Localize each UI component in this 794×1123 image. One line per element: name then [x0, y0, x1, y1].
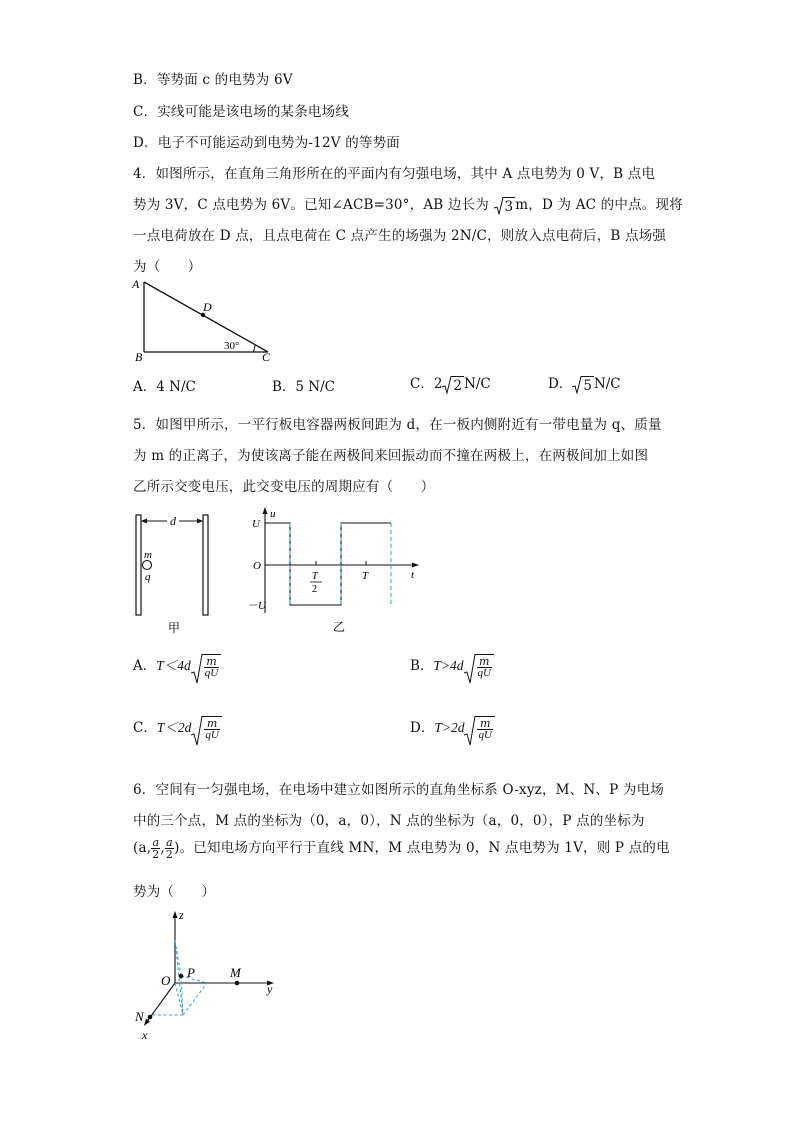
q5-stem-line2: 为 m 的正离子，为使该离子能在两极间来回振动而不撞在两极上，在两极间加上如图	[133, 448, 649, 464]
q3-option-c: C．实线可能是该电场的某条电场线	[133, 104, 350, 120]
label-M: M	[230, 965, 241, 980]
label-negU: －U	[247, 600, 266, 612]
label-b: B	[135, 350, 143, 364]
q3-option-b: B．等势面 c 的电势为 6V	[133, 72, 293, 88]
label-z: z	[179, 908, 184, 922]
q4-stem-line1: 4．如图所示，在直角三角形所在的平面内有匀强电场，其中 A 点电势为 0 V，B 点电	[133, 166, 656, 182]
q6-stem-line1: 6．空间有一匀强电场，在电场中建立如图所示的直角坐标系 O-xyz，M、N、P 为电场	[133, 782, 664, 798]
sqrt5: 5	[572, 376, 594, 394]
q4-option-a: A．4 N/C	[133, 379, 196, 395]
label-a: A	[132, 277, 140, 291]
label-c: C	[262, 350, 271, 364]
label-N: N	[135, 1009, 144, 1024]
q3-option-d: D．电子不可能运动到电势为-12V 的等势面	[133, 135, 401, 151]
q5-voltage-graph	[245, 505, 425, 640]
label-O: O	[161, 973, 171, 988]
label-angle: 30°	[224, 340, 240, 352]
label-u-axis: u	[270, 508, 276, 520]
label-T-half-num: T	[312, 571, 318, 582]
q5-option-d: D．T>2d $\frac{m}{qU}$	[410, 716, 495, 741]
label-U: U	[252, 518, 260, 530]
label-T-half-den: 2	[312, 584, 317, 595]
q4-stem-line2b: m，D 为 AC 的中点。现将	[515, 197, 683, 213]
caption-jia: 甲	[168, 621, 181, 635]
q4-option-b: B．5 N/C	[272, 379, 335, 395]
q5-option-c: C．T＜2d $\frac{m}{qU}$	[133, 716, 222, 741]
label-T: T	[362, 570, 369, 582]
label-d: d	[170, 514, 176, 528]
point-m-dot	[235, 981, 240, 986]
label-y: y	[267, 982, 273, 996]
q4-stem-line4: 为（ ）	[133, 259, 202, 275]
q6-stem-line4: 势为（ ）	[133, 884, 216, 900]
label-O: O	[253, 560, 261, 572]
label-P: P	[187, 965, 195, 980]
caption-yi: 乙	[333, 620, 346, 634]
label-q: q	[145, 571, 151, 583]
q4-stem-line2a: 势为 3V，C 点电势为 6V。已知∠ACB=30°，AB 边长为	[133, 197, 489, 213]
sqrt2: 2	[442, 376, 464, 394]
q4-triangle-figure	[125, 272, 285, 364]
point-n-dot	[148, 1015, 153, 1020]
label-m: m	[144, 549, 152, 561]
q4-option-d: D． 5 N/C	[548, 376, 621, 394]
q6-coordinate-figure	[125, 905, 295, 1045]
q6-stem-line3: (a, $\frac{a}{2}$ , $\frac{a}{2}$ )。已知电场方向平行于直线 MN，M 点电势为 0，N 点电势为 1V，则 P 点的电	[133, 836, 670, 861]
q4-stem-line3: 一点电荷放在 D 点，且点电荷在 C 点产生的场强为 2N/C，则放入点电荷后，B 点场强	[133, 228, 667, 244]
q5-option-a: A．T＜4d $\frac{m}{qU}$	[133, 654, 221, 679]
q6-stem-line2: 中的三个点，M 点的坐标为（0，a，0），N 点的坐标为（a，0，0），P 点的坐标为	[133, 813, 645, 829]
label-t: t	[411, 569, 415, 581]
sqrt3: 3	[494, 197, 516, 215]
q5-option-b: B．T>4d $\frac{m}{qU}$	[410, 654, 494, 679]
label-d: D	[203, 300, 212, 314]
ion-circle	[143, 561, 152, 570]
label-x: x	[142, 1028, 148, 1042]
q5-capacitor-figure	[125, 508, 225, 638]
point-p-dot	[179, 974, 184, 979]
q5-stem-line3: 乙所示交变电压，此交变电压的周期应有（ ）	[133, 479, 435, 495]
q5-stem-line1: 5．如图甲所示，一平行板电容器两板间距为 d，在一板内侧附近有一带电量为 q、质量	[133, 417, 662, 433]
q4-stem-line2	[133, 193, 683, 215]
q4-option-c: C．2 2 N/C	[410, 376, 491, 394]
